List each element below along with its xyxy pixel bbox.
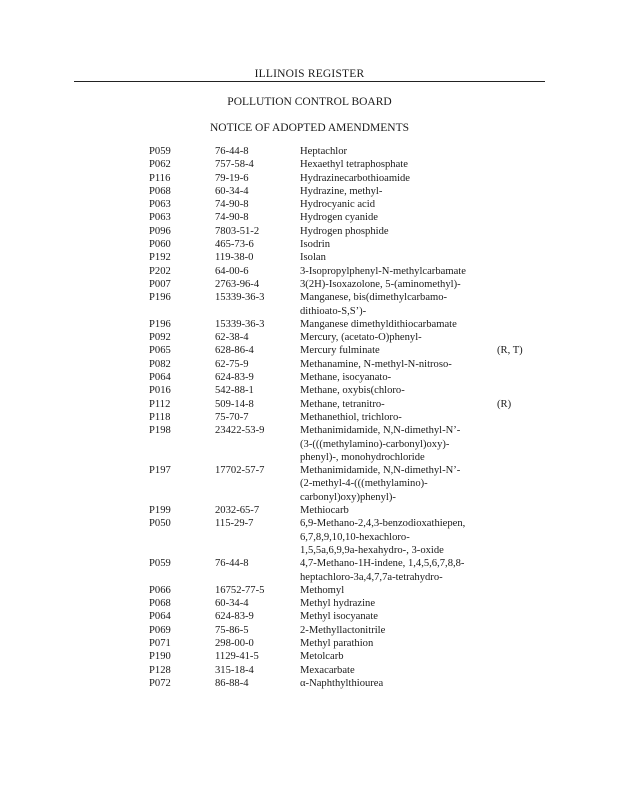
waste-code: P199 bbox=[149, 505, 171, 517]
substance-name-line: α-Naphthylthiourea bbox=[300, 677, 384, 689]
substance-name bbox=[300, 624, 495, 637]
table-row bbox=[0, 251, 619, 264]
substance-name bbox=[300, 198, 495, 211]
cas-number: 75-86-5 bbox=[215, 624, 249, 636]
cas-number: 628-86-4 bbox=[215, 345, 254, 357]
substance-name bbox=[300, 424, 495, 464]
table-row bbox=[0, 278, 619, 291]
substance-name-line: Methyl parathion bbox=[300, 637, 374, 649]
substance-name-line: Methanethiol, trichloro- bbox=[300, 411, 402, 423]
substance-name-line: 1,5,5a,6,9,9a-hexahydro-, 3-oxide bbox=[300, 544, 444, 556]
substance-name-line: (3-(((methylamino)-carbonyl)oxy)- bbox=[300, 438, 450, 450]
table-row bbox=[0, 331, 619, 344]
waste-code: P050 bbox=[149, 518, 171, 530]
waste-code: P059 bbox=[149, 146, 171, 157]
substance-name bbox=[300, 344, 495, 357]
substance-name bbox=[300, 358, 495, 371]
cas-number: 757-58-4 bbox=[215, 159, 254, 171]
substance-name bbox=[300, 211, 495, 224]
cas-number: 624-83-9 bbox=[215, 611, 254, 623]
table-row bbox=[0, 664, 619, 677]
table-row bbox=[0, 517, 619, 557]
table-row bbox=[0, 597, 619, 610]
substance-name bbox=[300, 650, 495, 663]
cas-number: 2032-65-7 bbox=[215, 505, 260, 517]
waste-code: P063 bbox=[149, 212, 171, 224]
substance-name bbox=[300, 584, 495, 597]
table-row bbox=[0, 265, 619, 278]
substance-name-line: Methanamine, N-methyl-N-nitroso- bbox=[300, 358, 452, 370]
substance-name-line: Manganese, bis(dimethylcarbamo- bbox=[300, 292, 448, 304]
cas-number: 74-90-8 bbox=[215, 199, 249, 211]
table-row bbox=[0, 238, 619, 251]
substance-name-line: Heptachlor bbox=[300, 146, 348, 157]
substance-name bbox=[300, 637, 495, 650]
table-row bbox=[0, 318, 619, 331]
waste-code: P196 bbox=[149, 292, 171, 304]
table-row bbox=[0, 384, 619, 397]
substance-name-line: Methyl hydrazine bbox=[300, 598, 376, 610]
cas-number: 115-29-7 bbox=[215, 518, 254, 530]
table-row bbox=[0, 198, 619, 211]
cas-number: 62-75-9 bbox=[215, 358, 249, 370]
substance-name bbox=[300, 278, 495, 291]
substance-name-line: 4,7-Methano-1H-indene, 1,4,5,6,7,8,8- bbox=[300, 558, 465, 570]
substance-name bbox=[300, 677, 495, 690]
table-row bbox=[0, 291, 619, 318]
waste-code: P196 bbox=[149, 318, 171, 330]
substance-name bbox=[300, 517, 495, 557]
register-title: ILLINOIS REGISTER bbox=[254, 68, 365, 80]
hazard-code: (R, T) bbox=[497, 345, 523, 357]
cas-number: 74-90-8 bbox=[215, 212, 249, 224]
substance-name-line: Methane, isocyanato- bbox=[300, 372, 392, 384]
table-row bbox=[0, 557, 619, 584]
table-row bbox=[0, 584, 619, 597]
cas-number: 62-38-4 bbox=[215, 332, 249, 344]
table-row bbox=[0, 637, 619, 650]
table-row bbox=[0, 398, 619, 411]
substance-name-line: Hydrogen cyanide bbox=[300, 212, 378, 224]
substance-name bbox=[300, 610, 495, 623]
table-row bbox=[0, 358, 619, 371]
substance-name bbox=[300, 557, 495, 584]
substance-name bbox=[300, 172, 495, 185]
table-row bbox=[0, 610, 619, 623]
waste-code: P064 bbox=[149, 611, 171, 623]
substance-name bbox=[300, 371, 495, 384]
substance-name-line: Methomyl bbox=[300, 584, 345, 596]
cas-number: 15339-36-3 bbox=[215, 292, 265, 304]
waste-code: P190 bbox=[149, 651, 171, 663]
waste-code: P096 bbox=[149, 225, 171, 237]
substance-name-line: Methane, oxybis(chloro- bbox=[300, 385, 405, 397]
waste-code: P197 bbox=[149, 465, 171, 477]
waste-code: P059 bbox=[149, 558, 171, 570]
cas-number: 16752-77-5 bbox=[215, 584, 265, 596]
waste-code: P116 bbox=[149, 172, 171, 184]
waste-code-table bbox=[0, 145, 619, 690]
waste-code: P072 bbox=[149, 677, 171, 689]
substance-name-line: Hydrazinecarbothioamide bbox=[300, 172, 411, 184]
substance-name bbox=[300, 225, 495, 238]
substance-name-line: heptachloro-3a,4,7,7a-tetrahydro- bbox=[300, 571, 443, 583]
table-row bbox=[0, 504, 619, 517]
substance-name bbox=[300, 398, 495, 411]
hazard-code: (R) bbox=[497, 398, 512, 410]
substance-name-line: 3-Isopropylphenyl-N-methylcarbamate bbox=[300, 265, 466, 277]
cas-number: 60-34-4 bbox=[215, 598, 249, 610]
cas-number: 624-83-9 bbox=[215, 372, 254, 384]
substance-name-line: Hydrogen phosphide bbox=[300, 225, 389, 237]
cas-number: 60-34-4 bbox=[215, 185, 249, 197]
waste-code: P092 bbox=[149, 332, 171, 344]
substance-name-line: Mexacarbate bbox=[300, 664, 355, 676]
substance-name bbox=[300, 664, 495, 677]
substance-name-line: 6,9-Methano-2,4,3-benzodioxathiepen, bbox=[300, 518, 466, 530]
waste-code: P198 bbox=[149, 425, 171, 437]
substance-name-line: Hexaethyl tetraphosphate bbox=[300, 159, 408, 171]
substance-name bbox=[300, 145, 495, 158]
cas-number: 298-00-0 bbox=[215, 637, 254, 649]
cas-number: 465-73-6 bbox=[215, 239, 254, 251]
cas-number: 17702-57-7 bbox=[215, 465, 265, 477]
substance-name bbox=[300, 464, 495, 504]
cas-number: 1129-41-5 bbox=[215, 651, 259, 663]
cas-number: 86-88-4 bbox=[215, 677, 249, 689]
table-row bbox=[0, 411, 619, 424]
waste-code: P016 bbox=[149, 385, 171, 397]
waste-code: P063 bbox=[149, 199, 171, 211]
waste-code: P128 bbox=[149, 664, 171, 676]
substance-name bbox=[300, 331, 495, 344]
cas-number: 23422-53-9 bbox=[215, 425, 265, 437]
table-row bbox=[0, 225, 619, 238]
table-row bbox=[0, 677, 619, 690]
substance-name-line: 3(2H)-Isoxazolone, 5-(aminomethyl)- bbox=[300, 278, 461, 290]
substance-name-line: carbonyl)oxy)phenyl)- bbox=[300, 491, 396, 503]
substance-name bbox=[300, 251, 495, 264]
cas-number: 76-44-8 bbox=[215, 558, 249, 570]
waste-code: P192 bbox=[149, 252, 171, 264]
substance-name-line: Hydrazine, methyl- bbox=[300, 185, 383, 197]
substance-name bbox=[300, 411, 495, 424]
substance-name-line: Methanimidamide, N,N-dimethyl-N’- bbox=[300, 465, 461, 477]
waste-code: P112 bbox=[149, 398, 171, 410]
cas-number: 509-14-8 bbox=[215, 398, 254, 410]
table-row bbox=[0, 172, 619, 185]
cas-number: 64-00-6 bbox=[215, 265, 249, 277]
waste-code: P065 bbox=[149, 345, 171, 357]
waste-code: P068 bbox=[149, 598, 171, 610]
substance-name-line: Metolcarb bbox=[300, 651, 344, 663]
substance-name bbox=[300, 318, 495, 331]
waste-code: P007 bbox=[149, 278, 171, 290]
table-row bbox=[0, 424, 619, 464]
substance-name-line: Methanimidamide, N,N-dimethyl-N’- bbox=[300, 425, 461, 437]
cas-number: 75-70-7 bbox=[215, 411, 249, 423]
table-row bbox=[0, 158, 619, 171]
waste-code: P069 bbox=[149, 624, 171, 636]
header-rule bbox=[74, 81, 545, 82]
substance-name-line: Methiocarb bbox=[300, 505, 349, 517]
substance-name bbox=[300, 597, 495, 610]
table-row bbox=[0, 650, 619, 663]
substance-name-line: Methyl isocyanate bbox=[300, 611, 378, 623]
table-row bbox=[0, 464, 619, 504]
cas-number: 2763-96-4 bbox=[215, 278, 260, 290]
cas-number: 79-19-6 bbox=[215, 172, 249, 184]
cas-number: 315-18-4 bbox=[215, 664, 254, 676]
cas-number: 7803-51-2 bbox=[215, 225, 260, 237]
substance-name-line: Mercury, (acetato-O)phenyl- bbox=[300, 332, 422, 344]
substance-name-line: (2-methyl-4-(((methylamino)- bbox=[300, 478, 428, 490]
notice-title: NOTICE OF ADOPTED AMENDMENTS bbox=[209, 122, 410, 134]
substance-name bbox=[300, 265, 495, 278]
cas-number: 76-44-8 bbox=[215, 146, 249, 157]
waste-code: P082 bbox=[149, 358, 171, 370]
cas-number: 542-88-1 bbox=[215, 385, 254, 397]
substance-name-line: Isodrin bbox=[300, 239, 331, 251]
waste-code: P118 bbox=[149, 411, 171, 423]
table-row bbox=[0, 344, 619, 357]
substance-name-line: phenyl)-, monohydrochloride bbox=[300, 451, 425, 463]
waste-code: P068 bbox=[149, 185, 171, 197]
table-row bbox=[0, 371, 619, 384]
substance-name-line: Isolan bbox=[300, 252, 326, 264]
waste-code: P202 bbox=[149, 265, 171, 277]
waste-code: P071 bbox=[149, 637, 171, 649]
table-row bbox=[0, 145, 619, 158]
substance-name-line: Manganese dimethyldithiocarbamate bbox=[300, 318, 457, 330]
substance-name bbox=[300, 504, 495, 517]
table-row bbox=[0, 185, 619, 198]
cas-number: 119-38-0 bbox=[215, 252, 254, 264]
substance-name-line: Methane, tetranitro- bbox=[300, 398, 385, 410]
table-row bbox=[0, 211, 619, 224]
substance-name bbox=[300, 238, 495, 251]
substance-name-line: Hydrocyanic acid bbox=[300, 199, 376, 211]
substance-name-line: Mercury fulminate bbox=[300, 345, 380, 357]
substance-name bbox=[300, 384, 495, 397]
substance-name bbox=[300, 185, 495, 198]
waste-code: P066 bbox=[149, 584, 171, 596]
cas-number: 15339-36-3 bbox=[215, 318, 265, 330]
substance-name-line: dithioato-S,S’)- bbox=[300, 305, 367, 317]
waste-code: P060 bbox=[149, 239, 171, 251]
waste-code: P064 bbox=[149, 372, 171, 384]
substance-name bbox=[300, 158, 495, 171]
table-row bbox=[0, 624, 619, 637]
substance-name-line: 2-Methyllactonitrile bbox=[300, 624, 386, 636]
waste-code: P062 bbox=[149, 159, 171, 171]
substance-name bbox=[300, 291, 495, 318]
substance-name-line: 6,7,8,9,10,10-hexachloro- bbox=[300, 531, 410, 543]
board-name: POLLUTION CONTROL BOARD bbox=[227, 96, 392, 108]
